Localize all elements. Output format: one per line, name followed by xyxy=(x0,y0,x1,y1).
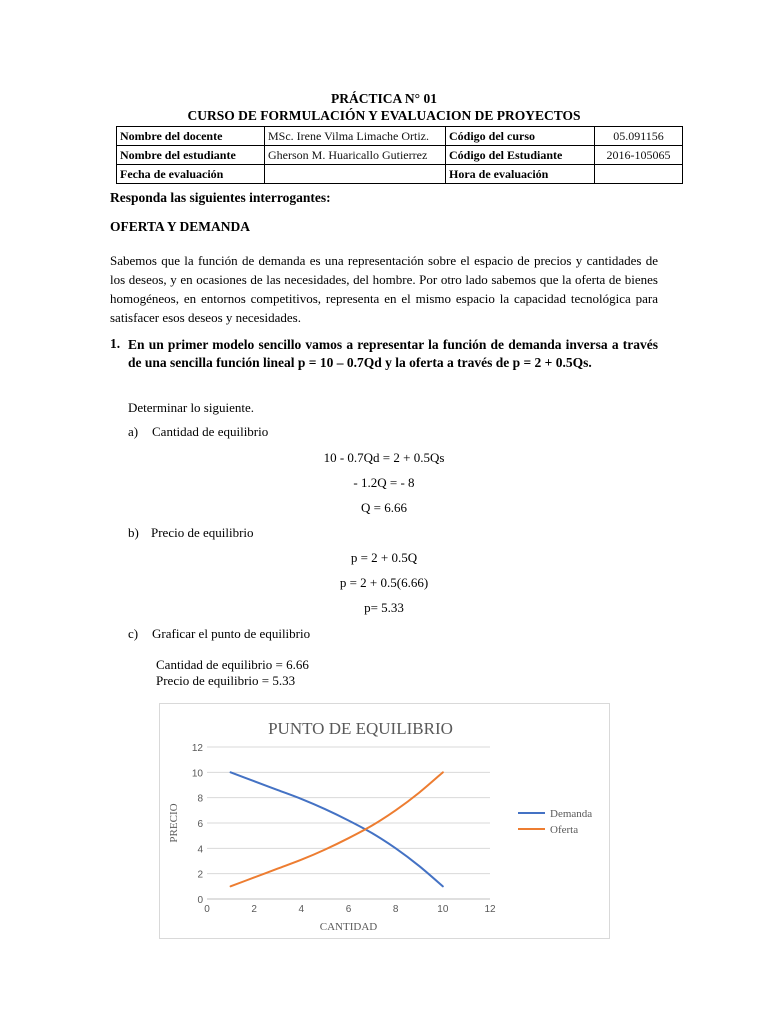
time-label: Hora de evaluación xyxy=(446,165,595,184)
info-table xyxy=(116,126,683,184)
y-tick-label: 12 xyxy=(191,743,203,754)
table-row xyxy=(117,146,683,165)
student-label: Nombre del estudiante xyxy=(117,146,265,165)
time-value xyxy=(595,165,683,184)
part-b-letter: b) xyxy=(128,525,139,540)
legend-label: Demanda xyxy=(550,808,593,820)
equation: p = 2 + 0.5Q xyxy=(350,550,418,565)
x-tick-label: 6 xyxy=(345,904,352,915)
question-text: En un primer modelo sencillo vamos a representar la función de demanda inversa a través de una sencilla función lineal p = 10 – 0.7Qd y la oferta a través de p = 2 + 0.5Qs. xyxy=(128,337,658,370)
x-tick-label: 2 xyxy=(251,904,257,915)
equation: - 1.2Q = - 8 xyxy=(353,475,415,490)
question-number: 1. xyxy=(110,336,121,351)
date-label: Fecha de evaluación xyxy=(117,165,265,184)
teacher-value: MSc. Irene Vilma Limache Ortiz. xyxy=(265,127,446,146)
summary-quantity: Cantidad de equilibrio = 6.66 xyxy=(156,657,309,672)
determine-text: Determinar lo siguiente. xyxy=(128,400,254,415)
legend-label: Oferta xyxy=(550,824,579,836)
x-axis-label: CANTIDAD xyxy=(319,921,378,933)
part-a-letter: a) xyxy=(128,424,139,439)
y-axis-label: PRECIO xyxy=(168,803,180,843)
equation: p = 2 + 0.5(6.66) xyxy=(339,575,429,590)
x-tick-label: 4 xyxy=(298,904,305,915)
student-value: Gherson M. Huaricallo Gutierrez xyxy=(265,146,446,165)
instructions: Responda las siguientes interrogantes: xyxy=(110,190,331,205)
student-code-value: 2016-105065 xyxy=(595,146,683,165)
page-subtitle: CURSO DE FORMULACIÓN Y EVALUACION DE PROYECTOS xyxy=(187,108,581,123)
equation: 10 - 0.7Qd = 2 + 0.5Qs xyxy=(323,450,445,465)
series-line-demanda xyxy=(231,772,443,886)
y-tick-label: 4 xyxy=(197,844,203,856)
part-c-letter: c) xyxy=(128,626,139,641)
equation: Q = 6.66 xyxy=(361,500,407,515)
part-c-label: Graficar el punto de equilibrio xyxy=(152,626,311,641)
date-value xyxy=(265,165,446,184)
y-tick-label: 10 xyxy=(191,768,203,780)
section-title: OFERTA Y DEMANDA xyxy=(110,219,251,234)
part-b-label: Precio de equilibrio xyxy=(151,525,254,540)
summary-price: Precio de equilibrio = 5.33 xyxy=(156,673,296,688)
course-code-value: 05.091156 xyxy=(595,127,683,146)
course-code-label: Código del curso xyxy=(446,127,595,146)
intro-paragraph: Sabemos que la función de demanda es una representación sobre el espacio de precios y cantidades de los deseos, y en ocasiones de las necesidades, del hombre. Por otro lado sabemos que la oferta de bienes homogéneos, en entornos competitivos, representa en el mismo espacio la capacidad tecnológica para satisfacer esos deseos y necesidades. xyxy=(110,253,658,325)
x-tick-label: 0 xyxy=(204,904,210,915)
equilibrium-chart xyxy=(159,703,610,939)
series-line-oferta xyxy=(231,772,443,886)
page-title: PRÁCTICA N° 01 xyxy=(331,91,437,106)
student-code-label: Código del Estudiante xyxy=(446,146,595,165)
x-tick-label: 12 xyxy=(484,904,496,915)
teacher-label: Nombre del docente xyxy=(117,127,265,146)
y-tick-label: 8 xyxy=(197,793,203,805)
equation: p= 5.33 xyxy=(364,600,404,615)
y-tick-label: 0 xyxy=(197,895,203,906)
x-tick-label: 8 xyxy=(392,904,399,915)
table-row xyxy=(117,127,683,146)
chart-svg xyxy=(160,704,609,938)
x-tick-label: 10 xyxy=(437,904,449,915)
part-a-label: Cantidad de equilibrio xyxy=(152,424,269,439)
y-tick-label: 6 xyxy=(197,819,203,830)
chart-title: PUNTO DE EQUILIBRIO xyxy=(268,719,453,738)
table-row xyxy=(117,165,683,184)
y-tick-label: 2 xyxy=(197,869,203,881)
